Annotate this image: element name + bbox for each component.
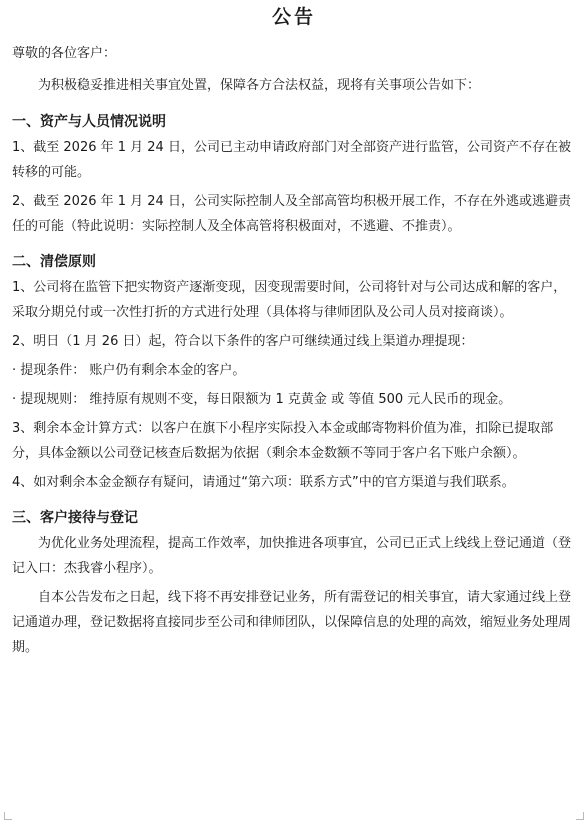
paragraph: 为优化业务处理流程，提高工作效率，加快推进各项事宜，公司已正式上线线上登记通道（登记入口：杰我睿小程序）。 <box>12 536 572 576</box>
paragraph: 4、如对剩余本金金额存有疑问，请通过“第六项：联系方式”中的官方渠道与我们联系。 <box>12 475 515 490</box>
section-repayment-principles <box>12 249 576 495</box>
paragraph: 2、明日（1 月 26 日）起，符合以下条件的客户可继续通过线上渠道办理提现： <box>12 334 474 349</box>
bullet-item: · 提现规则： 维持原有规则不变，每日限额为 1 克黄金 或 等值 500 元人民币的现金。 <box>12 392 512 407</box>
greeting: 尊敬的各位客户： <box>12 46 117 61</box>
paragraph: 1、截至 2026 年 1 月 24 日，公司已主动申请政府部门对全部资产进行监管，公司资产不存在被转移的可能。 <box>12 140 571 180</box>
section-reception-registration <box>12 505 576 660</box>
paragraph: 2、截至 2026 年 1 月 24 日，公司实际控制人及全部高管均积极开展工作，不存在外逃或逃避责任的可能（特此说明：实际控制人及全体高管将积极面对，不逃避、不推责）。 <box>12 194 571 234</box>
section-assets-personnel <box>12 109 576 239</box>
paragraph: 3、剩余本金计算方式：以客户在旗下小程序实际投入本金或邮寄物料价值为准，扣除已提取部分，具体金额以公司登记核查后数据为依据（剩余本金数额不等同于客户名下账户余额）。 <box>12 421 554 461</box>
bullet-item: · 提现条件： 账户仍有剩余本金的客户。 <box>12 363 246 378</box>
document-title: 公告 <box>271 6 316 28</box>
page-corner-mark-left <box>4 812 12 820</box>
paragraph: 1、公司将在监管下把实物资产逐渐变现，因变现需要时间，公司将针对与公司达成和解的客户，采取分期兑付或一次性打折的方式进行处理（具体将与律师团队及公司人员对接商谈）。 <box>12 280 567 320</box>
section-heading: 一、资产与人员情况说明 <box>12 114 166 130</box>
section-heading: 三、客户接待与登记 <box>12 510 138 526</box>
paragraph: 自本公告发布之日起，线下将不再安排登记业务，所有需登记的相关事宜，请大家通过线上登记通道办理，登记数据将直接同步至公司和律师团队，以保障信息的处理的高效，缩短业务处理周期。 <box>12 590 572 655</box>
page-corner-mark-right <box>576 812 584 820</box>
section-heading: 二、清偿原则 <box>12 254 96 270</box>
intro-paragraph: 为积极稳妥推进相关事宜处置，保障各方合法权益，现将有关事项公告如下： <box>38 78 481 93</box>
